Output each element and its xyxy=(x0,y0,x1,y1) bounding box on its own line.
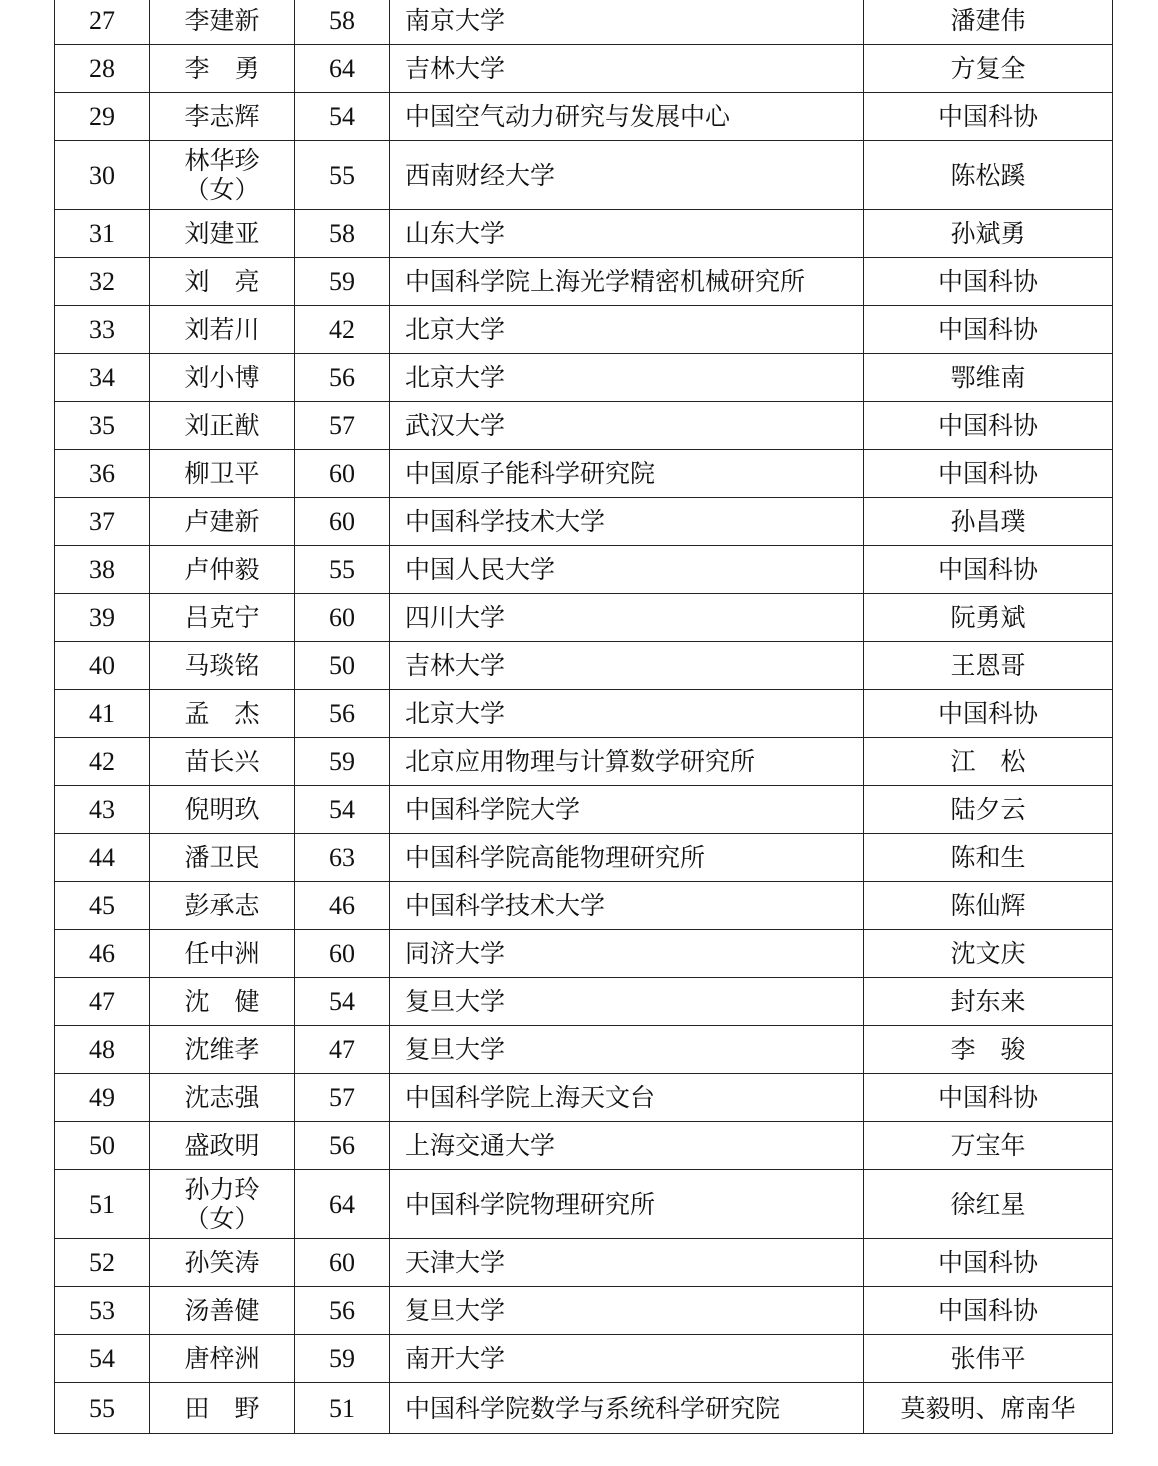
candidate-name: 孟 杰 xyxy=(184,699,260,728)
work-unit-cell: 中国科学院物理研究所 xyxy=(390,1170,864,1239)
work-unit-cell: 山东大学 xyxy=(390,210,864,258)
recommender-cell: 江 松 xyxy=(864,738,1113,786)
work-unit-cell: 复旦大学 xyxy=(390,1026,864,1074)
work-unit-cell: 中国科学院数学与系统科学研究院 xyxy=(390,1383,864,1434)
candidate-name-cell xyxy=(150,1026,295,1074)
row-number-cell: 32 xyxy=(55,258,150,306)
recommender-cell: 中国科协 xyxy=(864,450,1113,498)
work-unit-cell: 吉林大学 xyxy=(390,642,864,690)
candidate-name-cell xyxy=(150,930,295,978)
work-unit-cell: 南开大学 xyxy=(390,1335,864,1383)
candidate-name-cell xyxy=(150,354,295,402)
recommender-cell: 中国科协 xyxy=(864,1287,1113,1335)
work-unit-cell: 西南财经大学 xyxy=(390,141,864,210)
candidate-name-cell xyxy=(150,882,295,930)
recommender-cell: 王恩哥 xyxy=(864,642,1113,690)
table-row xyxy=(55,882,1113,930)
candidate-name: 刘若川 xyxy=(184,315,260,344)
row-number-cell: 34 xyxy=(55,354,150,402)
candidate-age-cell: 60 xyxy=(295,594,390,642)
candidate-name: 盛政明 xyxy=(184,1131,260,1160)
row-number-cell: 49 xyxy=(55,1074,150,1122)
table-row xyxy=(55,930,1113,978)
candidate-name: 沈维孝 xyxy=(184,1035,260,1064)
candidate-age-cell: 55 xyxy=(295,141,390,210)
candidate-age-cell: 42 xyxy=(295,306,390,354)
candidate-age-cell: 54 xyxy=(295,786,390,834)
candidate-table xyxy=(54,0,1113,1434)
candidate-age-cell: 46 xyxy=(295,882,390,930)
row-number-cell: 48 xyxy=(55,1026,150,1074)
candidate-age-cell: 50 xyxy=(295,642,390,690)
candidate-name: 唐梓洲 xyxy=(184,1344,260,1373)
table-row xyxy=(55,642,1113,690)
recommender-cell: 陈松蹊 xyxy=(864,141,1113,210)
table-row xyxy=(55,1170,1113,1239)
candidate-name: 苗长兴 xyxy=(184,747,260,776)
candidate-name-cell xyxy=(150,1335,295,1383)
candidate-age-cell: 55 xyxy=(295,546,390,594)
candidate-name-cell xyxy=(150,0,295,45)
candidate-name-cell xyxy=(150,1170,295,1239)
table-row xyxy=(55,402,1113,450)
recommender-cell: 沈文庆 xyxy=(864,930,1113,978)
candidate-name: 吕克宁 xyxy=(184,603,260,632)
table-row xyxy=(55,258,1113,306)
work-unit-cell: 同济大学 xyxy=(390,930,864,978)
candidate-name-cell xyxy=(150,1074,295,1122)
row-number-cell: 37 xyxy=(55,498,150,546)
candidate-name: 倪明玖 xyxy=(184,795,260,824)
recommender-cell: 中国科协 xyxy=(864,1239,1113,1287)
candidate-age-cell: 64 xyxy=(295,1170,390,1239)
candidate-name-cell xyxy=(150,978,295,1026)
work-unit-cell: 中国科学院大学 xyxy=(390,786,864,834)
row-number-cell: 30 xyxy=(55,141,150,210)
table-row xyxy=(55,450,1113,498)
candidate-name-cell xyxy=(150,738,295,786)
candidate-gender-note: （女） xyxy=(184,175,260,204)
candidate-age-cell: 51 xyxy=(295,1383,390,1434)
candidate-age-cell: 60 xyxy=(295,1239,390,1287)
recommender-cell: 潘建伟 xyxy=(864,0,1113,45)
candidate-age-cell: 63 xyxy=(295,834,390,882)
table-row xyxy=(55,834,1113,882)
candidate-table-page xyxy=(54,0,1112,1434)
work-unit-cell: 北京应用物理与计算数学研究所 xyxy=(390,738,864,786)
candidate-name-cell xyxy=(150,1287,295,1335)
candidate-name: 李 勇 xyxy=(184,54,260,83)
table-row xyxy=(55,978,1113,1026)
candidate-name: 田 野 xyxy=(184,1393,260,1423)
work-unit-cell: 中国原子能科学研究院 xyxy=(390,450,864,498)
candidate-name-cell xyxy=(150,141,295,210)
row-number-cell: 42 xyxy=(55,738,150,786)
candidate-name: 孙力玲 xyxy=(184,1175,260,1204)
work-unit-cell: 北京大学 xyxy=(390,306,864,354)
table-row xyxy=(55,306,1113,354)
candidate-name-cell xyxy=(150,258,295,306)
recommender-cell: 孙斌勇 xyxy=(864,210,1113,258)
candidate-name: 彭承志 xyxy=(184,891,260,920)
candidate-age-cell: 58 xyxy=(295,210,390,258)
row-number-cell: 28 xyxy=(55,45,150,93)
work-unit-cell: 复旦大学 xyxy=(390,978,864,1026)
row-number-cell: 39 xyxy=(55,594,150,642)
row-number-cell: 35 xyxy=(55,402,150,450)
row-number-cell: 45 xyxy=(55,882,150,930)
table-row xyxy=(55,1122,1113,1170)
candidate-name: 刘小博 xyxy=(184,363,260,392)
candidate-age-cell: 60 xyxy=(295,498,390,546)
candidate-name-cell xyxy=(150,402,295,450)
candidate-name-cell xyxy=(150,93,295,141)
row-number-cell: 41 xyxy=(55,690,150,738)
table-row xyxy=(55,1335,1113,1383)
candidate-name: 孙笑涛 xyxy=(184,1248,260,1277)
candidate-name-cell xyxy=(150,834,295,882)
row-number-cell: 50 xyxy=(55,1122,150,1170)
work-unit-cell: 中国科学院上海光学精密机械研究所 xyxy=(390,258,864,306)
work-unit-cell: 天津大学 xyxy=(390,1239,864,1287)
candidate-name-cell xyxy=(150,1122,295,1170)
table-row xyxy=(55,93,1113,141)
candidate-name-cell xyxy=(150,210,295,258)
work-unit-cell: 中国科学技术大学 xyxy=(390,882,864,930)
recommender-cell: 孙昌璞 xyxy=(864,498,1113,546)
candidate-name-cell xyxy=(150,690,295,738)
recommender-cell: 中国科协 xyxy=(864,1074,1113,1122)
work-unit-cell: 中国空气动力研究与发展中心 xyxy=(390,93,864,141)
candidate-name-cell xyxy=(150,1239,295,1287)
candidate-name-cell xyxy=(150,546,295,594)
work-unit-cell: 吉林大学 xyxy=(390,45,864,93)
work-unit-cell: 复旦大学 xyxy=(390,1287,864,1335)
table-row xyxy=(55,498,1113,546)
recommender-cell: 陈和生 xyxy=(864,834,1113,882)
candidate-name-cell xyxy=(150,450,295,498)
work-unit-cell: 中国人民大学 xyxy=(390,546,864,594)
row-number-cell: 52 xyxy=(55,1239,150,1287)
row-number-cell: 51 xyxy=(55,1170,150,1239)
candidate-name: 刘正猷 xyxy=(184,411,260,440)
row-number-cell: 46 xyxy=(55,930,150,978)
candidate-table-body xyxy=(55,0,1113,1434)
table-row xyxy=(55,141,1113,210)
candidate-age-cell: 56 xyxy=(295,354,390,402)
table-row xyxy=(55,210,1113,258)
candidate-age-cell: 64 xyxy=(295,45,390,93)
candidate-name: 卢建新 xyxy=(184,507,260,536)
candidate-age-cell: 54 xyxy=(295,978,390,1026)
candidate-name: 柳卫平 xyxy=(184,459,260,488)
recommender-cell: 中国科协 xyxy=(864,402,1113,450)
table-row xyxy=(55,354,1113,402)
row-number-cell: 27 xyxy=(55,0,150,45)
row-number-cell: 43 xyxy=(55,786,150,834)
work-unit-cell: 北京大学 xyxy=(390,354,864,402)
recommender-cell: 万宝年 xyxy=(864,1122,1113,1170)
candidate-name: 沈志强 xyxy=(184,1083,260,1112)
candidate-name-cell xyxy=(150,786,295,834)
recommender-cell: 方复全 xyxy=(864,45,1113,93)
recommender-cell: 莫毅明、席南华 xyxy=(864,1383,1113,1434)
work-unit-cell: 中国科学院高能物理研究所 xyxy=(390,834,864,882)
recommender-cell: 中国科协 xyxy=(864,690,1113,738)
candidate-name: 任中洲 xyxy=(184,939,260,968)
row-number-cell: 47 xyxy=(55,978,150,1026)
work-unit-cell: 四川大学 xyxy=(390,594,864,642)
recommender-cell: 中国科协 xyxy=(864,546,1113,594)
recommender-cell: 徐红星 xyxy=(864,1170,1113,1239)
table-row xyxy=(55,786,1113,834)
recommender-cell: 中国科协 xyxy=(864,93,1113,141)
recommender-cell: 阮勇斌 xyxy=(864,594,1113,642)
row-number-cell: 53 xyxy=(55,1287,150,1335)
candidate-name: 李志辉 xyxy=(184,102,260,131)
table-row xyxy=(55,546,1113,594)
work-unit-cell: 中国科学技术大学 xyxy=(390,498,864,546)
row-number-cell: 55 xyxy=(55,1383,150,1434)
table-row xyxy=(55,1383,1113,1434)
candidate-name-cell xyxy=(150,594,295,642)
work-unit-cell: 武汉大学 xyxy=(390,402,864,450)
candidate-name: 潘卫民 xyxy=(184,843,260,872)
candidate-name: 李建新 xyxy=(184,6,260,35)
recommender-cell: 中国科协 xyxy=(864,258,1113,306)
recommender-cell: 陆夕云 xyxy=(864,786,1113,834)
candidate-age-cell: 60 xyxy=(295,930,390,978)
row-number-cell: 29 xyxy=(55,93,150,141)
work-unit-cell: 北京大学 xyxy=(390,690,864,738)
table-row xyxy=(55,1074,1113,1122)
table-row xyxy=(55,690,1113,738)
recommender-cell: 封东来 xyxy=(864,978,1113,1026)
row-number-cell: 36 xyxy=(55,450,150,498)
candidate-age-cell: 56 xyxy=(295,1122,390,1170)
table-row xyxy=(55,1239,1113,1287)
table-row xyxy=(55,0,1113,45)
candidate-age-cell: 54 xyxy=(295,93,390,141)
candidate-name: 林华珍 xyxy=(184,146,260,175)
work-unit-cell: 上海交通大学 xyxy=(390,1122,864,1170)
table-row xyxy=(55,1026,1113,1074)
work-unit-cell: 中国科学院上海天文台 xyxy=(390,1074,864,1122)
candidate-age-cell: 47 xyxy=(295,1026,390,1074)
row-number-cell: 44 xyxy=(55,834,150,882)
candidate-name: 马琰铭 xyxy=(184,651,260,680)
row-number-cell: 54 xyxy=(55,1335,150,1383)
candidate-age-cell: 57 xyxy=(295,1074,390,1122)
candidate-name-cell xyxy=(150,1383,295,1434)
table-row xyxy=(55,738,1113,786)
candidate-name: 刘 亮 xyxy=(184,267,260,296)
work-unit-cell: 南京大学 xyxy=(390,0,864,45)
recommender-cell: 陈仙辉 xyxy=(864,882,1113,930)
candidate-name-cell xyxy=(150,45,295,93)
candidate-name: 汤善健 xyxy=(184,1296,260,1325)
candidate-name-cell xyxy=(150,642,295,690)
candidate-name: 卢仲毅 xyxy=(184,555,260,584)
candidate-age-cell: 59 xyxy=(295,1335,390,1383)
candidate-age-cell: 57 xyxy=(295,402,390,450)
candidate-name: 刘建亚 xyxy=(184,219,260,248)
table-row xyxy=(55,594,1113,642)
row-number-cell: 33 xyxy=(55,306,150,354)
recommender-cell: 中国科协 xyxy=(864,306,1113,354)
candidate-gender-note: （女） xyxy=(184,1204,260,1233)
candidate-name: 沈 健 xyxy=(184,987,260,1016)
row-number-cell: 38 xyxy=(55,546,150,594)
row-number-cell: 40 xyxy=(55,642,150,690)
candidate-age-cell: 56 xyxy=(295,690,390,738)
table-row xyxy=(55,1287,1113,1335)
candidate-age-cell: 59 xyxy=(295,738,390,786)
recommender-cell: 李 骏 xyxy=(864,1026,1113,1074)
table-row xyxy=(55,45,1113,93)
candidate-age-cell: 56 xyxy=(295,1287,390,1335)
recommender-cell: 张伟平 xyxy=(864,1335,1113,1383)
candidate-age-cell: 59 xyxy=(295,258,390,306)
candidate-name-cell xyxy=(150,498,295,546)
candidate-age-cell: 60 xyxy=(295,450,390,498)
row-number-cell: 31 xyxy=(55,210,150,258)
candidate-age-cell: 58 xyxy=(295,0,390,45)
candidate-name-cell xyxy=(150,306,295,354)
recommender-cell: 鄂维南 xyxy=(864,354,1113,402)
